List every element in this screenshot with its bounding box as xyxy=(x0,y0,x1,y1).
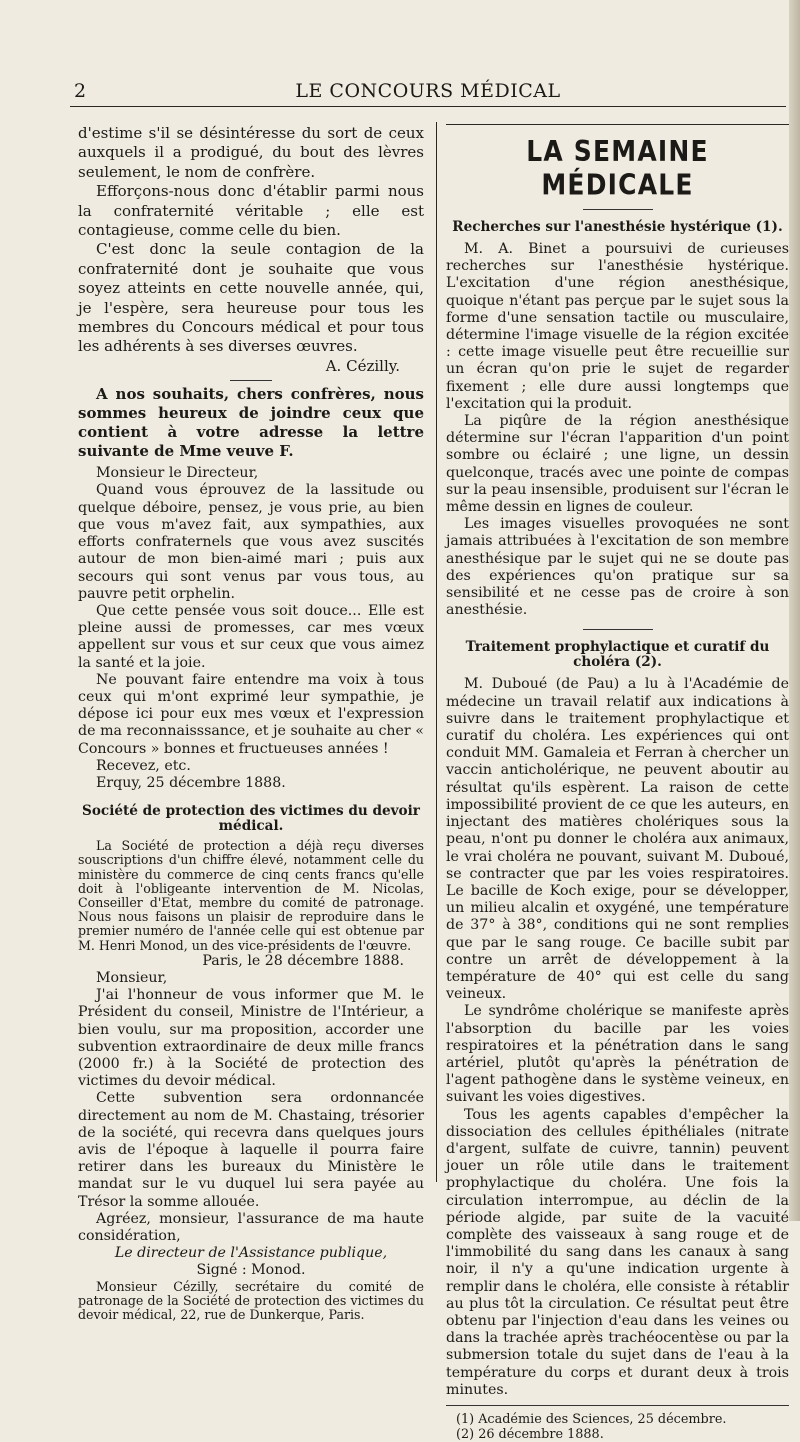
top-rule xyxy=(446,124,789,125)
letter-paragraph: Ne pouvant faire entendre ma voix à tous ceux qui m'ont exprimé leur sympathie, je dépose ici pour eux mes vœux et l'expression de ma reconnaisssance, et je souhaite au cher « Concours » bonnes et fructueuses années ! xyxy=(78,671,424,757)
letter-salutation: Monsieur, xyxy=(96,969,168,986)
page-header xyxy=(70,74,786,108)
article-title: Recherches sur l'anesthésie hystérique (1). xyxy=(452,219,783,235)
letter-place-date: Paris, le 28 décembre 1888. xyxy=(202,952,404,969)
paragraph: Efforçons-nous donc d'établir parmi nous la confraternité véritable ; elle est contagieuse, comme celle du bien. xyxy=(78,182,424,240)
column-divider xyxy=(436,122,437,1182)
section-title: Société de protection des victimes du devoir médical. xyxy=(82,803,420,835)
footnote: (1) Académie des Sciences, 25 décembre. xyxy=(456,1412,727,1427)
paragraph: La Société de protection a déjà reçu diverses souscriptions d'un chiffre élevé, notamment celle du ministère du commerce de cinq cents francs qu'elle doit à l'obligeante intervention de M. Nicolas, Conseiller d'Etat, membre du comité de patronage. Nous nous faisons un plaisir de reproduire dans le premier numéro de l'année celle qui est obtenue par M. Henri Monod, un des vice-présidents de l'œuvre. xyxy=(78,838,424,953)
letter-paragraph: Que cette pensée vous soit douce... Elle est pleine aussi de promesses, car mes vœux appellent sur vous et sur ceux que vous aimez la santé et la joie. xyxy=(78,602,424,671)
paragraph: Les images visuelles provoquées ne sont jamais attribuées à l'excitation de son membre anesthésique par le sujet qui ne se doute pas des expériences qu'on pratique sur sa sensibilité et ne cesse pas de croire à son anesthésie. xyxy=(446,516,789,619)
article-title: Traitement prophylactique et curatif du choléra (2). xyxy=(465,639,770,671)
left-column xyxy=(78,124,424,1323)
footnote-rule xyxy=(446,1405,789,1406)
address-paragraph: Monsieur Cézilly, secrétaire du comité de patronage de la Société de protection des victimes du devoir médical, 22, rue de Dunkerque, Paris. xyxy=(78,1278,424,1323)
signatory-title: Le directeur de l'Assistance publique, xyxy=(114,1245,388,1262)
separator xyxy=(230,380,272,381)
letter-closing: Recevez, etc. xyxy=(96,757,191,774)
right-column xyxy=(446,124,789,1442)
header-rule xyxy=(70,106,786,107)
intro-paragraph: A nos souhaits, chers confrères, nous sommes heureux de joindre ceux que contient à votre adresse la lettre suivante de Mme veuve F. xyxy=(78,385,424,461)
paragraph: C'est donc la seule contagion de la confraternité dont je souhaite que vous soyez atteints en cette nouvelle année, qui, je l'espère, sera heureuse pour tous les membres du Concours médical et pour tous les adhérents à ses diverses œuvres. xyxy=(78,240,424,356)
separator xyxy=(583,629,653,630)
paragraph: Le syndrôme cholérique se manifeste après l'absorption du bacille par les voies respiratoires et la pénétration dans le sang artériel, plutôt qu'après la pénétration de l'agent pathogène dans le système veineux, en suivant les voies digestives. xyxy=(446,1003,789,1106)
letter-paragraph: Cette subvention sera ordonnancée directement au nom de M. Chastaing, trésorier de la société, qui recevra dans quelques jours avis de l'époque à laquelle il pourra faire retirer dans les bureaux du Ministère le mandat sur le vu duquel lui sera payée au Trésor la somme allouée. xyxy=(78,1090,424,1210)
letter-paragraph: Agréez, monsieur, l'assurance de ma haute considération, xyxy=(78,1210,424,1245)
paragraph: La piqûre de la région anesthésique détermine sur l'écran l'apparition d'un point sombre ou éclairé ; une ligne, un dessin quelconque, tracés avec une pointe de compas sur la peau insensible, produisent sur l'écran le même dessin en lignes de couleur. xyxy=(446,413,789,516)
letter-paragraph: J'ai l'honneur de vous informer que M. le Président du conseil, Ministre de l'Intérieur, a bien voulu, sur ma proposition, accorder une subvention extraordinaire de deux mille francs (2000 fr.) à la Société de protection des victimes du devoir médical. xyxy=(78,987,424,1090)
letter-salutation: Monsieur le Directeur, xyxy=(96,465,259,482)
signature: A. Cézilly. xyxy=(325,356,400,375)
page-edge xyxy=(789,0,800,1221)
paragraph: M. A. Binet a poursuivi de curieuses recherches sur l'anesthésie hystérique. L'excitation d'une région anesthésique, quoique n'étant pas perçue par le sujet sous la forme d'une sensation tactile ou musculaire, détermine l'image visuelle de la région excitée : cette image visuelle peut être recueillie sur un écran qu'on prie le sujet de regarder fixement ; elle dure aussi longtemps que l'excitation qui la produit. xyxy=(446,241,789,412)
page-number: 2 xyxy=(74,80,87,102)
signatory-name: Signé : Monod. xyxy=(196,1262,306,1279)
separator xyxy=(583,209,653,210)
letter-paragraph: Quand vous éprouvez de la lassitude ou quelque déboire, pensez, je vous prie, au bien que vous m'avez fait, aux sympathies, aux efforts confraternels que vous avez suscités autour de mon bien-aimé mari ; puis aux secours qui sont venus par vous tous, au pauvre petit orphelin. xyxy=(78,482,424,602)
paragraph: d'estime s'il se désintéresse du sort de ceux auxquels il a prodigué, du bout des lèvres seulement, le nom de confrère. xyxy=(78,124,424,181)
journal-title: LE CONCOURS MÉDICAL xyxy=(295,80,561,102)
paragraph: M. Duboué (de Pau) a lu à l'Académie de médecine un travail relatif aux indications à suivre dans le traitement prophylactique et curatif du choléra. Les expériences qui ont conduit MM. Gamaleia et Ferran à chercher un vaccin anticholérique, ne peuvent aboutir au résultat qu'ils espèrent. La raison de cette impossibilité provient de ce que les auteurs, en injectant des matières cholériques sous la peau, n'ont pu donner le choléra aux animaux, le vrai choléra ne pouvant, suivant M. Duboué, se contracter que par les voies respiratoires. Le bacille de Koch exige, pour se développer, un milieu alcalin et oxygéné, une température de 37° à 38°, conditions qui ne sont remplies que par le sang rouge. Ce bacille subit par contre un arrêt de développement à la température de 40° qui est celle du sang veineux. xyxy=(446,676,789,1003)
section-heading: LA SEMAINE MÉDICALE xyxy=(526,134,709,202)
footnote: (2) 26 décembre 1888. xyxy=(456,1427,604,1442)
letter-date: Erquy, 25 décembre 1888. xyxy=(96,774,286,791)
paragraph: Tous les agents capables d'empêcher la dissociation des cellules épithéliales (nitrate d'argent, sulfate de cuivre, tannin) peuvent jouer un rôle utile dans le traitement prophylactique du choléra. Une fois la circulation interrompue, au déclin de la période algide, par suite de la vacuité complète des vaisseaux à sang rouge et de l'immobilité du sang dans les canaux à sang noir, il n'y a qu'une indication urgente à remplir dans le choléra, elle consiste à rétablir au plus tôt la circulation. Ce résultat peut être obtenu par l'injection d'eau dans les veines ou dans la trachée après trachéocentèse ou par la submersion totale du sujet dans de l'eau à la température du corps et durant deux à trois minutes. xyxy=(446,1106,789,1398)
